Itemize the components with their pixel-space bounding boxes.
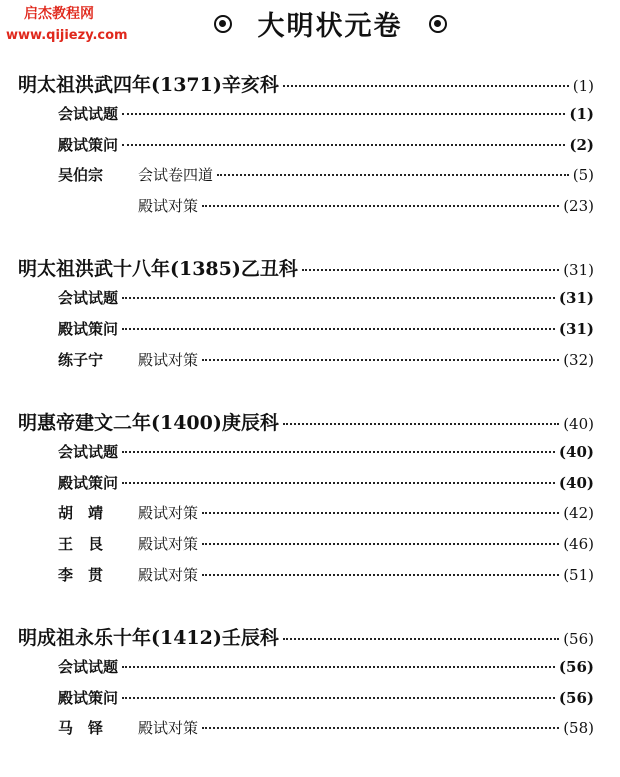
- toc-section-heading[interactable]: [18, 408, 594, 441]
- dot-leader: [283, 423, 559, 425]
- entry-title: 会试卷四道: [138, 166, 214, 185]
- section-heading-text: 明惠帝建文二年(1400)庚辰科: [18, 412, 279, 435]
- page-number: (42): [563, 504, 594, 523]
- toc-section: [18, 70, 594, 225]
- toc-entry-person[interactable]: [18, 502, 594, 533]
- entry-title: 殿试对策: [138, 350, 199, 369]
- page-number: (1): [569, 105, 594, 123]
- page-number: (23): [563, 196, 594, 215]
- toc-entry[interactable]: [18, 103, 594, 134]
- dot-leader: [202, 727, 559, 729]
- entry-title: 殿试策问: [58, 135, 119, 154]
- toc-entry-person[interactable]: [18, 564, 594, 595]
- dot-leader: [283, 638, 559, 640]
- page-number: (31): [563, 261, 594, 280]
- dot-leader: [202, 512, 559, 514]
- person-name: 王 艮: [58, 534, 104, 553]
- toc-section: [18, 623, 594, 748]
- toc-entry[interactable]: [18, 656, 594, 687]
- page-header: [0, 4, 620, 43]
- entry-title: 会试试题: [58, 658, 119, 677]
- dot-leader: [202, 359, 559, 361]
- person-name: 吴伯宗: [58, 166, 104, 185]
- page-number: (40): [558, 473, 594, 492]
- watermark-site-name: 启杰教程网: [24, 6, 94, 22]
- page-number: (56): [558, 688, 594, 707]
- person-name: 李 贯: [58, 565, 104, 584]
- section-heading-text: 明太祖洪武十八年(1385)乙丑科: [18, 258, 298, 281]
- dot-leader: [217, 174, 569, 176]
- toc-entry[interactable]: [18, 687, 594, 718]
- dot-leader: [122, 144, 565, 146]
- toc-section: [18, 408, 594, 594]
- dot-leader: [122, 482, 555, 484]
- entry-title: 会试试题: [58, 289, 119, 308]
- toc-section: [18, 254, 594, 379]
- person-name: 胡 靖: [58, 504, 104, 523]
- page-number: (31): [558, 289, 594, 308]
- entry-title: 殿试对策: [138, 719, 199, 738]
- dot-leader: [202, 205, 559, 207]
- toc-entry[interactable]: [18, 287, 594, 318]
- dot-leader: [122, 451, 555, 453]
- page-number: (2): [569, 135, 594, 154]
- toc-entry[interactable]: [18, 134, 594, 165]
- toc-section-heading[interactable]: [18, 623, 594, 656]
- toc-entry[interactable]: [18, 318, 594, 349]
- dot-leader: [283, 85, 569, 87]
- dot-leader: [122, 328, 555, 330]
- toc-entry[interactable]: [18, 441, 594, 472]
- toc-entry-person[interactable]: [18, 533, 594, 564]
- page-number: (1): [572, 77, 594, 95]
- dot-leader: [122, 297, 555, 299]
- section-heading-text: 明太祖洪武四年(1371)辛亥科: [18, 74, 279, 96]
- dot-leader: [122, 697, 555, 699]
- toc-entry[interactable]: [18, 195, 594, 226]
- page-number: (32): [563, 350, 594, 369]
- dot-leader: [122, 666, 555, 668]
- toc-section-heading[interactable]: [18, 70, 594, 103]
- table-of-contents: [18, 70, 594, 777]
- dot-leader: [202, 543, 559, 545]
- section-heading-text: 明成祖永乐十年(1412)壬辰科: [18, 627, 279, 650]
- page-number: (31): [558, 319, 594, 338]
- entry-title: 会试试题: [58, 443, 119, 462]
- dot-leader: [202, 574, 559, 576]
- page-number: (46): [563, 534, 594, 553]
- toc-entry[interactable]: [18, 472, 594, 503]
- page-title: 大明状元卷: [257, 11, 403, 42]
- page-number: (58): [563, 719, 594, 738]
- dot-leader: [302, 269, 559, 271]
- entry-title: 殿试策问: [58, 688, 119, 707]
- entry-title: 殿试对策: [138, 534, 199, 553]
- entry-title: 殿试策问: [58, 473, 119, 492]
- toc-entry-person[interactable]: [18, 349, 594, 380]
- toc-entry-person[interactable]: [18, 717, 594, 748]
- entry-title: 殿试对策: [138, 196, 199, 215]
- toc-entry-person[interactable]: [18, 164, 594, 195]
- page-number: (56): [558, 658, 594, 677]
- dot-leader: [122, 113, 565, 115]
- watermark-url: www.qijiezy.com: [6, 28, 128, 43]
- page-number: (5): [572, 166, 594, 185]
- entry-title: 会试试题: [58, 105, 119, 123]
- person-name: 马 铎: [58, 719, 104, 738]
- toc-section-heading[interactable]: [18, 254, 594, 287]
- page-number: (40): [563, 415, 594, 434]
- entry-title: 殿试策问: [58, 319, 119, 338]
- page-number: (56): [563, 630, 594, 649]
- page-number: (51): [563, 565, 594, 584]
- person-name: 练子宁: [58, 350, 104, 369]
- entry-title: 殿试对策: [138, 504, 199, 523]
- page-number: (40): [558, 443, 594, 462]
- circle-bullet-icon: [214, 15, 232, 33]
- circle-bullet-icon: [429, 15, 447, 33]
- entry-title: 殿试对策: [138, 565, 199, 584]
